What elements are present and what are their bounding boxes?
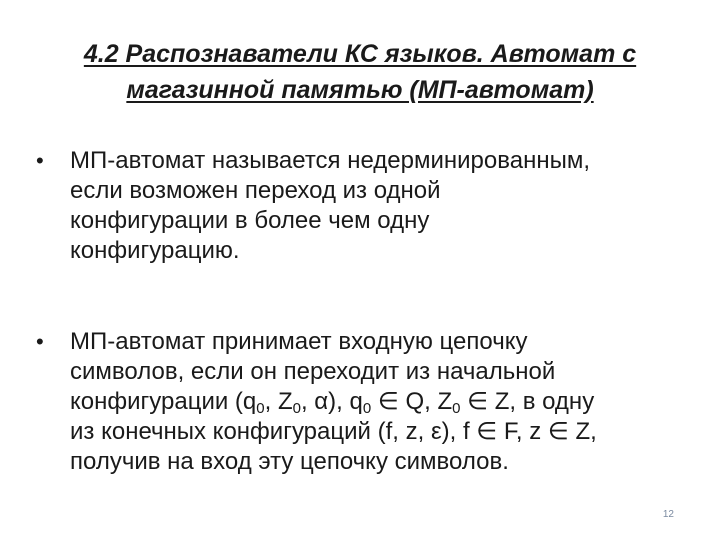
subscript: 0 — [256, 400, 265, 417]
slide-title — [40, 36, 680, 108]
bullet-line: МП-автомат называется недерминированным, — [70, 147, 590, 174]
slide-title-line-1: 4.2 Распознаватели КС языков. Автомат с — [83, 40, 637, 68]
bullet-item-acceptance — [36, 327, 686, 477]
bullet-marker: • — [36, 329, 44, 354]
formula-part: ∈ Z, в одну — [460, 388, 595, 415]
page-number: 12 — [662, 509, 674, 520]
formula-part: , Z — [264, 388, 293, 415]
bullet-line: конфигурации в более чем одну — [70, 207, 430, 234]
bullet-line: МП-автомат принимает входную цепочку — [70, 328, 528, 355]
subscript: 0 — [362, 400, 372, 417]
bullet-marker: • — [36, 148, 44, 173]
subscript: 0 — [452, 400, 461, 417]
formula-part: ∈ Q, Z — [371, 388, 453, 415]
subscript: 0 — [292, 400, 301, 417]
bullet-line: если возможен переход из одной — [70, 177, 441, 204]
bullet-line: получив на вход эту цепочку символов. — [70, 448, 509, 475]
bullet-line: символов, если он переходит из начальной — [70, 358, 556, 385]
bullet-text — [70, 327, 686, 477]
bullet-line: из конечных конфигураций (f, z, ε), f ∈ F, z ∈ Z, — [70, 418, 597, 445]
formula-part: , α), q — [300, 388, 363, 415]
bullet-line: конфигурацию. — [70, 237, 240, 264]
bullet-line-formula — [70, 387, 686, 417]
bullet-text — [70, 146, 686, 266]
slide-title-line-2: магазинной памятью (МП-автомат) — [126, 76, 594, 104]
bullet-item-nondeterministic — [36, 146, 686, 266]
formula-part: конфигурации (q — [70, 388, 257, 415]
